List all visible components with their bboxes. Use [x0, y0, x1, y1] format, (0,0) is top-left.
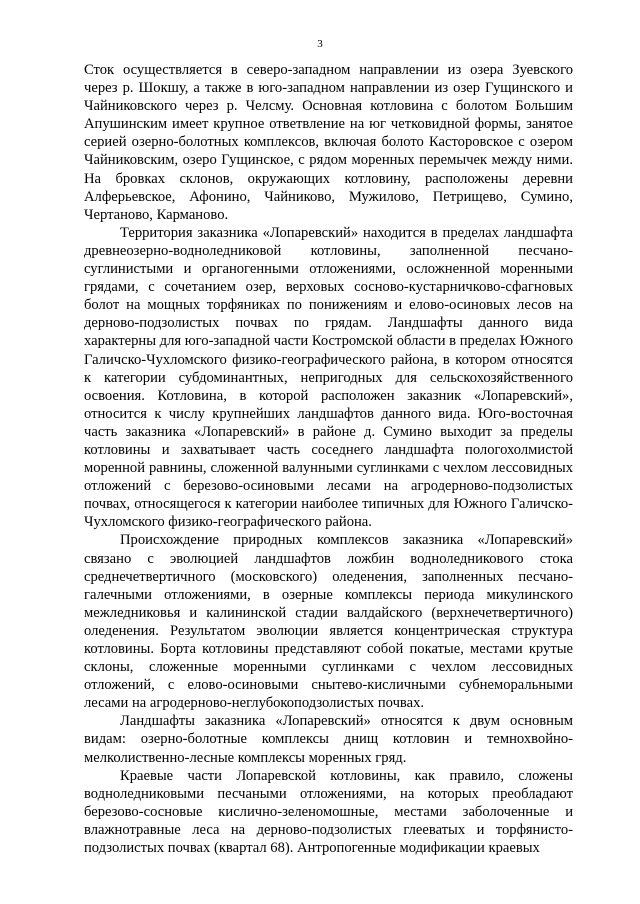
- paragraph-runoff: Сток осуществляется в северо-западном направлении из озера Зуевского через р. Шокшу, а также в юго-западном направлении из озер Гущинского и Чайниковского через р. Челсму. Основная котловина с болотом Большим Апушинским имеет крупное ответвление на юг четковидной формы, занятое серией озерно-болотных комплексов, включая болото Касторовское с озером Чайниковским, озеро Гущинское, с рядом моренных перемычек между ними. На бровках склонов, окружающих котловину, расположены деревни Алферьевское, Афонино, Чайниково, Мужилово, Петрищево, Сумино, Чертаново, Карманово.: [84, 62, 573, 223]
- paragraph-landscape-territory: Территория заказника «Лопаревский» находится в пределах ландшафта древнеозерно-водноледниковой котловины, заполненной песчано-суглинистыми и органогенными отложениями, осложненной моренными грядами, с сочетанием озер, верховых сосново-кустарничково-сфагновых болот на мощных торфяниках по понижениям и елово-осиновых лесов на дерново-подзолистых почвах по грядам. Ландшафты данного вида характерны для юго-западной части Костромской области в пределах Южного Галичско-Чухломского физико-географического района, в котором относятся к категории субдоминантных, непригодных для сельскохозяйственного освоения. Котловина, в которой расположен заказник «Лопаревский», относится к числу крупнейших ландшафтов данного вида. Юго-восточная часть заказника «Лопаревский» в районе д. Сумино выходит за пределы котловины и захватывает часть соседнего ландшафта пологохолмистой моренной равнины, сложенной валунными суглинками с чехлом лессовидных отложений с березово-осиновыми лесами на агродерново-подзолистых почвах, относящегося к категории наиболее типичных для Южного Галичско-Чухломского физико-географического района.: [84, 224, 573, 531]
- document-body: [84, 61, 573, 857]
- paragraph-landscape-types: Ландшафты заказника «Лопаревский» относятся к двум основным видам: озерно-болотные комплексы днищ котловин и темнохвойно-мелколиственно-лесные комплексы моренных гряд.: [84, 713, 573, 766]
- page-number: 3: [317, 38, 323, 50]
- paragraph-origin: Происхождение природных комплексов заказника «Лопаревский» связано с эволюцией ландшафтов ложбин водноледникового стока среднечетвертичного (московского) оледенения, заполненных песчано-галечными отложениями, в озерные комплексы периода микулинского межледниковья и калининской стадии валдайского (верхнечетвертичного) оледенения. Результатом эволюции является концентрическая структура котловины. Борта котловины представляют собой покатые, местами крутые склоны, сложенные моренными суглинками с чехлом лессовидных отложений, с елово-осиновыми снытево-кисличными субнеморальными лесами на агродерново-неглубокоподзолистых почвах.: [84, 532, 573, 712]
- paragraph-marginal-parts: Краевые части Лопаревской котловины, как правило, сложены водноледниковыми песчаными отложениями, на которых преобладают березово-сосновые кислично-зеленомошные, местами заболоченные и влажнотравные леса на дерново-подзолистых глееватых и торфянисто-подзолистых почвах (квартал 68). Антропогенные модификации краевых: [84, 767, 573, 857]
